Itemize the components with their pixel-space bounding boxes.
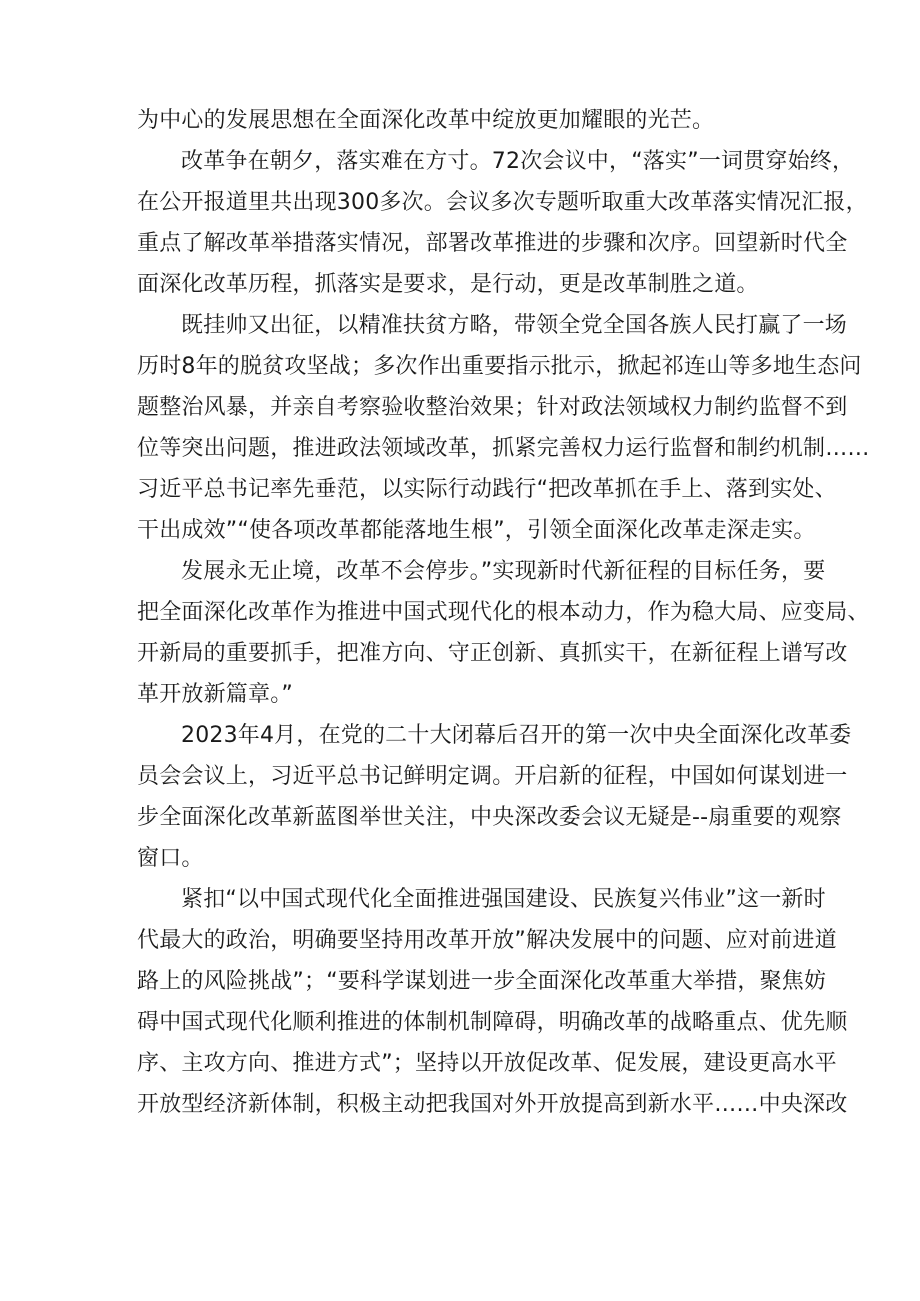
text-line: 2023年4月，在党的二十大闭幕后召开的第一次中央全面深化改革委: [181, 723, 852, 748]
text-line: 碍中国式现代化顺利推进的体制机制障碍，明确改革的战略重点、优先顺: [137, 1010, 848, 1035]
text-line: 把全面深化改革作为推进中国式现代化的根本动力，作为稳大局、应变局、: [137, 600, 870, 625]
text-line: 改革争在朝夕，落实难在方寸。72次会议中，“落实”一词贯穿始终，: [181, 149, 855, 174]
text-line: 序、主攻方向、推进方式”；坚持以开放促改革、促发展，建设更高水平: [137, 1051, 837, 1076]
paragraph: [137, 305, 870, 551]
text-line: 干出成效”“使各项改革都能落地生根”，引领全面深化改革走深走实。: [137, 518, 816, 543]
paragraph: [137, 141, 868, 305]
text-line: 习近平总书记率先垂范，以实际行动践行“把改革抓在手上、落到实处、: [137, 477, 837, 502]
paragraph: [137, 715, 852, 879]
text-line: 重点了解改革举措落实情况，部署改革推进的步骤和次序。回望新时代全: [137, 231, 848, 256]
paragraph: [137, 879, 848, 1125]
paragraph: [137, 551, 870, 715]
text-line: 员会会议上，习近平总书记鲜明定调。开启新的征程，中国如何谋划进一: [137, 764, 848, 789]
text-line: 代最大的政治，明确要坚持用改革开放”解决发展中的问题、应对前进道: [137, 928, 837, 953]
text-line: 题整治风暴，并亲自考察验收整治效果；针对政法领域权力制约监督不到: [137, 395, 848, 420]
text-line: 既挂帅又出征，以精准扶贫方略，带领全党全国各族人民打赢了一场: [181, 313, 848, 338]
text-line: 在公开报道里共出现300多次。会议多次专题听取重大改革落实情况汇报，: [137, 190, 868, 215]
text-line: 开放型经济新体制，积极主动把我国对外开放提高到新水平……中央深改: [137, 1092, 848, 1117]
text-line: 紧扣“以中国式现代化全面推进强国建设、民族复兴伟业”这一新时: [181, 887, 826, 912]
text-line: 历时8年的脱贫攻坚战；多次作出重要指示批示，掀起祁连山等多地生态问: [137, 354, 862, 379]
text-line: 面深化改革历程，抓落实是要求，是行动，更是改革制胜之道。: [137, 272, 759, 297]
text-line: 窗口。: [137, 846, 204, 871]
text-line: 位等突出问题，推进政法领域改革，抓紧完善权力运行监督和制约机制……: [137, 436, 870, 461]
paragraph: [137, 100, 785, 141]
document-page: [137, 100, 870, 1125]
text-line: 路上的风险挑战”；“要科学谋划进一步全面深化改革重大举措，聚焦妨: [137, 969, 827, 994]
text-line: 开新局的重要抓手，把准方向、守正创新、真抓实干，在新征程上谱写改: [137, 641, 848, 666]
text-line: 革开放新篇章。”: [137, 682, 293, 707]
text-line: 发展永无止境，改革不会停步。”实现新时代新征程的目标任务，要: [181, 559, 826, 584]
text-line: 步全面深化改革新蓝图举世关注，中央深改委会议无疑是--扇重要的观察: [137, 805, 842, 830]
text-line: 为中心的发展思想在全面深化改革中绽放更加耀眼的光芒。: [137, 108, 715, 133]
